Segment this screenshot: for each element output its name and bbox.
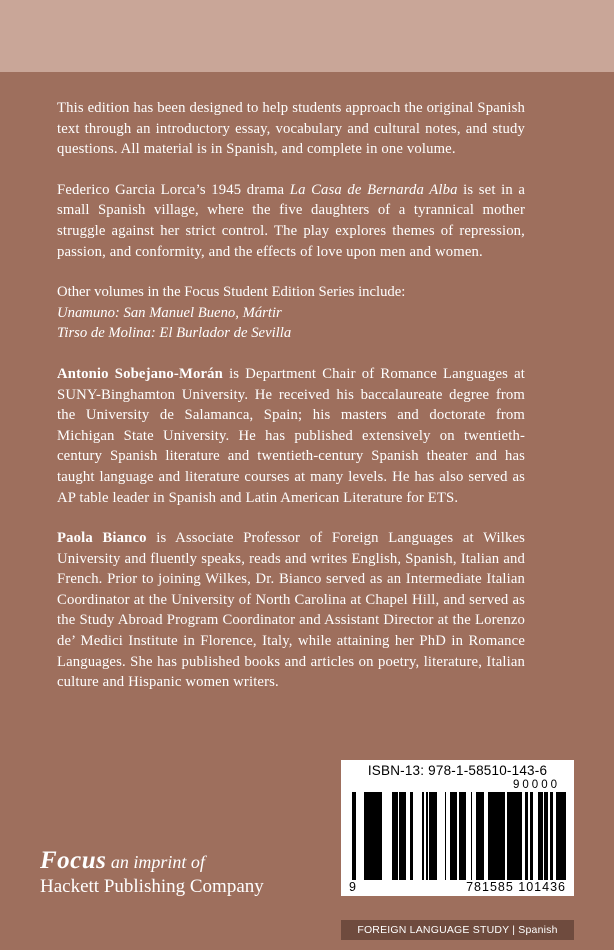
series-lead-text: Other volumes in the Focus Student Edition Series include: <box>57 284 406 301</box>
play-blurb-post: is set in a small Spanish village, where the five daughters of a tyrannical mother struggle against her strict control. The play explores themes of repression, passion, and conformity, and the effects of love upon men and women. <box>57 181 526 260</box>
series-volume-item: Tirso de Molina: El Burlador de Sevilla <box>57 325 292 342</box>
publisher-imprint-line <box>40 848 264 875</box>
blurb-paragraph-edition: This edition has been designed to help students approach the original Spanish text through an introductory essay, vocabulary and cultural notes, and study questions. All material is in Spanish, and complete in one volume. <box>57 100 525 158</box>
series-volume-item: Unamuno: San Manuel Bueno, Mártir <box>57 304 282 321</box>
barcode-block <box>341 760 574 896</box>
barcode-bars <box>349 792 566 880</box>
author-name: Paola Bianco <box>57 530 147 547</box>
isbn-label: ISBN-13: 978-1-58510-143-6 <box>367 763 548 778</box>
play-title: La Casa de Bernarda Alba <box>289 181 458 198</box>
author-name: Antonio Sobejano-Morán <box>57 365 223 382</box>
barcode-digit-right: 781585 101436 <box>466 880 566 894</box>
focus-wordmark: Focus <box>40 847 107 874</box>
publisher-logo <box>40 848 264 899</box>
barcode-digits <box>341 880 574 896</box>
back-cover-text <box>57 98 525 693</box>
category-label: FOREIGN LANGUAGE STUDY | Spanish <box>357 924 558 936</box>
author-bio-text: is Department Chair of Romance Languages at SUNY-Binghamton University. He received his baccalaureate degree from the University de Salamanca, Spain; his masters and doctorate from Michigan State University. He has published extensively on twentieth-century Spanish literature and twentieth-century Spanish theater and has taught language and literature courses at many levels. He has also served as AP table leader in Spanish and Latin American Literature for ETS. <box>57 365 525 506</box>
barcode-digit-left: 9 <box>349 880 357 894</box>
author-bio-sobejano-moran <box>57 364 525 508</box>
category-bar <box>341 920 574 940</box>
author-bio-text: is Associate Professor of Foreign Languages at Wilkes University and fluently speaks, reads and writes English, Spanish, Italian and French. Prior to joining Wilkes, Dr. Bianco served as an Intermediate Italian Coordinator at the University of North Carolina at Chapel Hill, and served as the Study Abroad Program Coordinator and Assistant Director at the Lorenzo de’ Medici Institute in Florence, Italy, while attaining her PhD in Romance Languages. She has published books and articles on poetry, literature, Italian culture and Hispanic women writers. <box>57 530 526 691</box>
imprint-text: an imprint of <box>106 852 205 872</box>
series-volumes-list <box>57 282 525 344</box>
ean5-price-code: 90000 <box>513 779 560 791</box>
publisher-company-name: Hackett Publishing Company <box>40 876 264 897</box>
top-color-band <box>0 0 614 72</box>
blurb-paragraph-play <box>57 180 525 262</box>
play-blurb-pre: Federico Garcia Lorca’s 1945 drama <box>57 181 290 198</box>
author-bio-bianco <box>57 528 525 693</box>
